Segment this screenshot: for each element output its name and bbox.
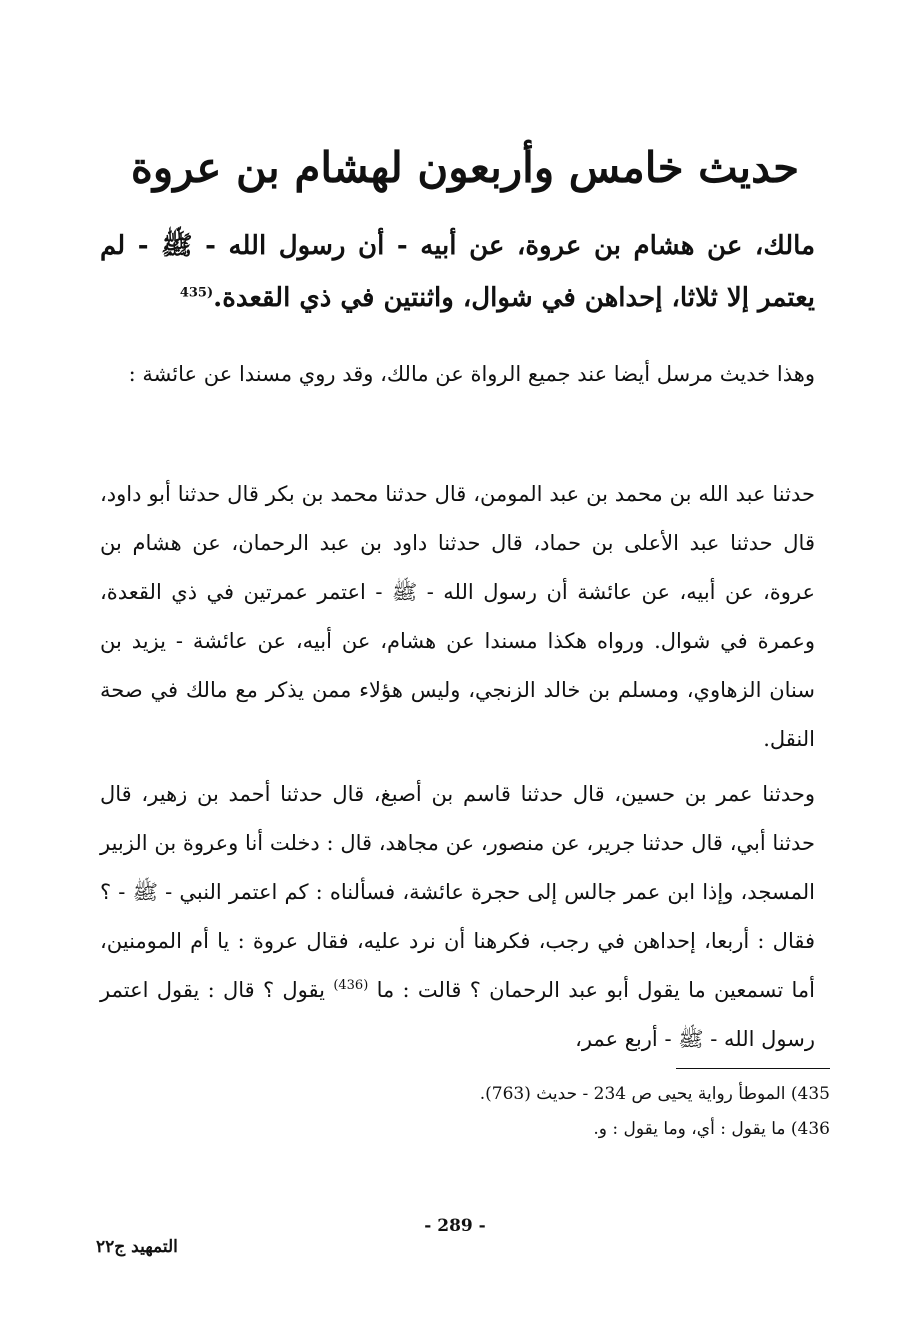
footnote-text: ما يقول : أي، وما يقول : و. [593, 1119, 786, 1139]
hadith-body: مالك، عن هشام بن عروة، عن أبيه - أن رسول الله - ﷺ - لم يعتمر إلا ثلاثا، إحداهن في شوال، واثنتين في ذي القعدة. [100, 231, 815, 313]
chapter-title: حديث خامس وأربعون لهشام بن عروة [130, 143, 800, 193]
commentary-paragraph-1: وهذا خديث مرسل أيضا عند جميع الرواة عن مالك، وقد روي مسندا عن عائشة : [128, 362, 815, 386]
running-footer: التمهيد ج٢٢ [96, 1237, 178, 1257]
footnote-number: 435) [790, 1084, 830, 1104]
paragraph-3-before: وحدثنا عمر بن حسين، قال حدثنا قاسم بن أصبغ، قال حدثنا أحمد بن زهير، قال حدثنا أبي، قال حدثنا جرير، عن منصور، عن مجاهد، قال : دخلت أنا وعروة بن الزبير المسجد، وإذا ابن عمر جالس إلى حجرة عائشة، فسألناه : كم اعتمر النبي - ﷺ - ؟ فقال : أربعا، إحداهن في رجب، فكرهنا أن نرد عليه، فقال عروة : يا أم المومنين، أما تسمعين ما يقول أبو عبد الرحمان ؟ قالت : ما [100, 782, 815, 1002]
footnote-ref-436: (436) [333, 978, 369, 993]
footnote-number: 436) [790, 1119, 830, 1139]
footnote-ref-435: (435 [179, 285, 214, 301]
footnote-text: الموطأ رواية يحيى ص 234 - حديث (763). [479, 1084, 786, 1104]
commentary-paragraph-3 [100, 770, 815, 1064]
hadith-text [100, 220, 815, 324]
commentary-paragraph-2: حدثنا عبد الله بن محمد بن عبد المومن، قال حدثنا محمد بن بكر قال حدثنا أبو داود، قال حدثنا عبد الأعلى بن حماد، قال حدثنا داود بن عبد الرحمان، عن هشام بن عروة، عن أبيه، عن عائشة أن رسول الله - ﷺ - اعتمر عمرتين في ذي القعدة، وعمرة في شوال. ورواه هكذا مسندا عن هشام، عن أبيه، عن عائشة - يزيد بن سنان الزهاوي، ومسلم بن خالد الزنجي، وليس هؤلاء ممن يذكر مع مالك في صحة النقل. [100, 482, 815, 751]
paragraph-3-after: يقول ؟ قال : يقول اعتمر رسول الله - ﷺ - أربع عمر، [100, 978, 815, 1051]
footnote-436 [300, 1116, 830, 1142]
footnote-separator [676, 1068, 830, 1069]
page-number: - 289 - [424, 1216, 486, 1236]
footnote-435 [300, 1081, 830, 1107]
